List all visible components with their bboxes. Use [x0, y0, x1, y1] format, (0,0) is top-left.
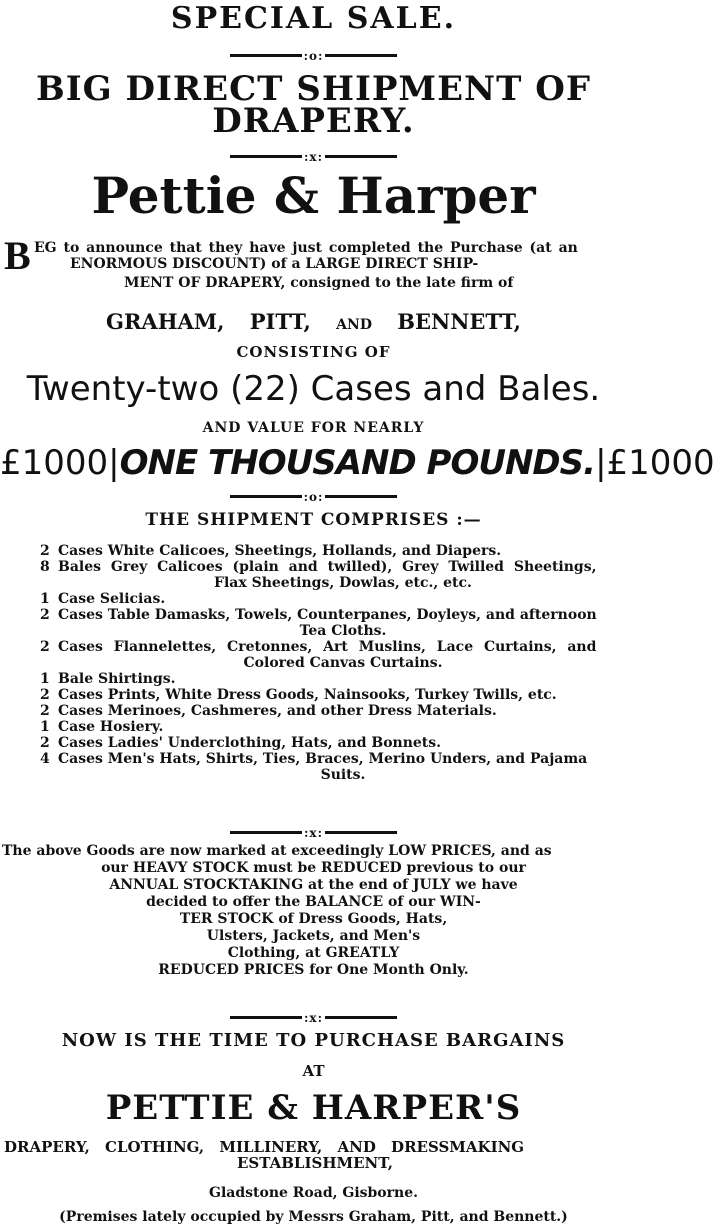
paragraph-line: our HEAVY STOCK must be REDUCED previous to our: [101, 860, 526, 876]
intro-line-2: ENORMOUS DISCOUNT) of a LARGE DIRECT SHIP-: [70, 256, 479, 272]
list-item: 4 Cases Men's Hats, Shirts, Ties, Braces, Merino Unders, and Pajama Suits.: [40, 751, 588, 783]
separator-rule: [0, 826, 627, 839]
paragraph-line: TER STOCK of Dress Goods, Hats,: [179, 911, 448, 927]
list-item: 1 Case Hosiery.: [40, 719, 164, 735]
separator-rule: [0, 150, 627, 163]
address: Gladstone Road, Gisborne.: [209, 1185, 418, 1201]
cases-total: Twenty-two (22) Cases and Bales.: [26, 369, 601, 409]
firm-name: Pettie & Harper: [91, 166, 536, 225]
sale-paragraph: [0, 843, 627, 979]
separator-rule: [0, 490, 627, 503]
value-amount: £1000|ONE THOUSAND POUNDS.|£1000: [0, 443, 715, 483]
headline: SPECIAL SALE.: [170, 1, 457, 36]
list-item: 2 Cases Prints, White Dress Goods, Nainsooks, Turkey Twills, etc.: [40, 687, 557, 703]
separator-mark: :o:: [303, 489, 324, 504]
pounds-words: ONE THOUSAND POUNDS.: [119, 443, 596, 483]
paragraph-line: Ulsters, Jackets, and Men's: [206, 928, 421, 944]
shipment-heading: THE SHIPMENT COMPRISES :—: [145, 510, 482, 530]
pounds-left: £1000: [0, 443, 109, 483]
list-item: 2 Cases Ladies' Underclothing, Hats, and Bonnets.: [40, 735, 442, 751]
establishment-line-1: DRAPERY, CLOTHING, MILLINERY, AND DRESSMAKING: [4, 1138, 525, 1156]
list-item: 1 Bale Shirtings.: [40, 671, 176, 687]
value-label: AND VALUE FOR NEARLY: [202, 420, 425, 436]
list-item: 8 Bales Grey Calicoes (plain and twilled), Grey Twilled Sheetings, Flax Sheetings, Dowlas, etc., etc.: [40, 559, 597, 591]
intro-line-3: MENT OF DRAPERY, consigned to the late firm of: [124, 275, 514, 291]
paragraph-line: ANNUAL STOCKTAKING at the end of JULY we have: [109, 877, 518, 893]
paragraph-line: The above Goods are now marked at exceedingly LOW PRICES, and as: [2, 843, 552, 859]
consignor-pitt: PITT,: [249, 309, 311, 334]
premises-note: (Premises lately occupied by Messrs Graham, Pitt, and Bennett.): [59, 1209, 568, 1225]
at-line: AT: [302, 1062, 325, 1080]
establishment-line-2: ESTABLISHMENT,: [237, 1154, 393, 1172]
firm-name-caps: PETTIE & HARPER'S: [105, 1088, 522, 1128]
consignor-bennett: BENNETT,: [397, 309, 521, 334]
separator-rule: [0, 49, 627, 62]
separator-mark: :x:: [303, 1010, 323, 1025]
separator-mark: :x:: [303, 149, 323, 164]
pounds-right: £1000: [606, 443, 715, 483]
big-shipment-title-2: DRAPERY.: [212, 101, 415, 141]
shipment-list: [40, 543, 628, 783]
list-item: 2 Cases Merinoes, Cashmeres, and other Dress Materials.: [40, 703, 497, 719]
separator-rule: [0, 1011, 627, 1024]
consignor-and: AND: [336, 317, 372, 333]
paragraph-line: REDUCED PRICES for One Month Only.: [158, 962, 469, 978]
separator-mark: :o:: [303, 48, 324, 63]
list-item: 1 Case Selicias.: [40, 591, 166, 607]
consisting-of: CONSISTING OF: [236, 343, 391, 361]
consignor-graham: GRAHAM,: [106, 309, 225, 334]
list-item: 2 Cases Flannelettes, Cretonnes, Art Muslins, Lace Curtains, and Colored Canvas Curtains.: [40, 639, 597, 671]
paragraph-line: Clothing, at GREATLY: [227, 945, 400, 961]
separator-mark: :x:: [303, 825, 323, 840]
intro-line-1: EG to announce that they have just completed the Purchase (at an: [34, 240, 578, 256]
establishment: [4, 1138, 626, 1172]
list-item: 2 Cases White Calicoes, Sheetings, Hollands, and Diapers.: [40, 543, 502, 559]
drop-cap: B: [4, 233, 31, 278]
consignor-names: [0, 310, 627, 337]
list-item: 2 Cases Table Damasks, Towels, Counterpanes, Doyleys, and afternoon Tea Cloths.: [40, 607, 597, 639]
now-line: NOW IS THE TIME TO PURCHASE BARGAINS: [61, 1030, 566, 1051]
paragraph-line: decided to offer the BALANCE of our WIN-: [146, 894, 481, 910]
big-shipment-title: BIG DIRECT SHIPMENT OF: [36, 69, 591, 109]
